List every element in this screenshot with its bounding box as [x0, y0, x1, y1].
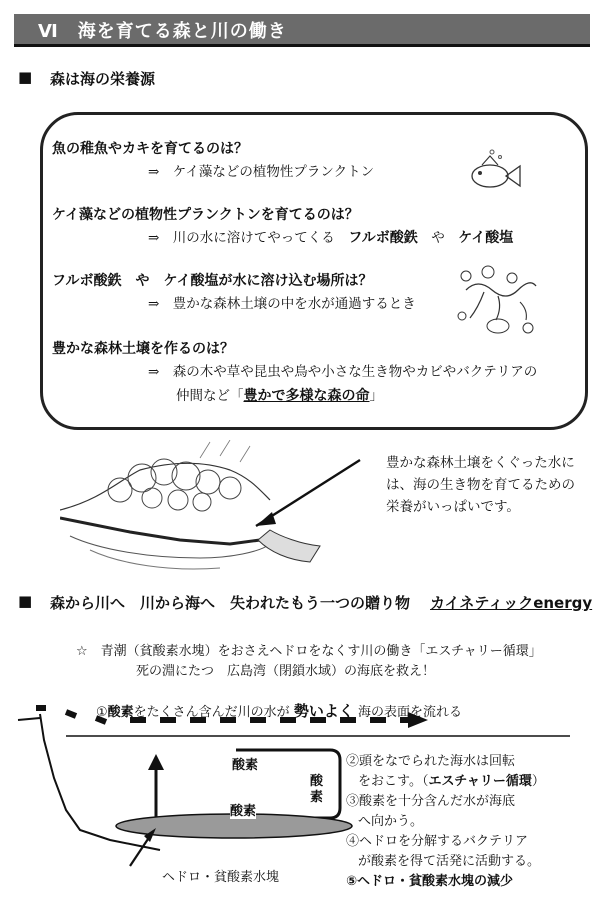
forest-caption: 豊かな森林土壌をくぐった水には、海の生き物を育てるための栄養がいっぱいです。 [386, 455, 575, 515]
note-2a: ②頭をなでられた海水は回転 [346, 754, 516, 769]
question-4: 豊かな森林土壌を作るのは？ [52, 341, 234, 357]
question-2: ケイ藻などの植物性プランクトンを育てるのは？ [52, 207, 359, 223]
page-title: Ⅵ 海を育てる森と川の働き [38, 21, 287, 42]
flow-caption: ①酸素をたくさん含んだ川の水が 勢いよく 海の表面を流れる [96, 702, 462, 720]
forest-illustration [60, 440, 380, 580]
plankton-icon [454, 262, 540, 342]
oxygen-label-1: 酸素 [232, 754, 258, 773]
answer-4-line1: ⇒ 森の木や草や昆虫や鳥や小さな生き物やカビやバクテリアの [148, 364, 538, 380]
note-5: ⑤ヘドロ・貧酸素水塊の減少 [346, 874, 514, 889]
diagram-notes [346, 752, 545, 892]
section1-title: 森は海の栄養源 [50, 70, 156, 88]
oxygen-label-2: 酸素 [230, 800, 256, 819]
note-3a: ③酸素を十分含んだ水が海底 [346, 794, 516, 809]
note-3b: へ向かう。 [358, 814, 424, 829]
answer-1: ⇒ ケイ藻などの植物性プランクトン [148, 164, 375, 180]
question-1: 魚の稚魚やカキを育てるのは？ [52, 141, 248, 157]
sludge-label: ヘドロ・貧酸素水塊 [162, 870, 280, 885]
note-4b: が酸素を得て活発に活動する。 [358, 854, 541, 869]
fish-icon [462, 148, 522, 194]
question-3: フルボ酸鉄 や ケイ酸塩が水に溶け込む場所は？ [52, 273, 373, 289]
section2-bullet: ■ [18, 592, 33, 610]
oxygen-label-3: 酸素 [310, 774, 326, 806]
section2-title: 森から川へ 川から海へ 失われたもう一つの贈り物 [50, 594, 411, 612]
section1-bullet: ■ [18, 68, 33, 86]
answer-3: ⇒ 豊かな森林土壌の中を水が通過するとき [148, 296, 416, 312]
answer-2: ⇒ 川の水に溶けてやってくる フルボ酸鉄 や ケイ酸塩 [148, 230, 514, 246]
answer-4-line2: 仲間など「豊かで多様な森の命」 [176, 388, 383, 404]
star-line-1: ☆ 青潮（貧酸素水塊）をおさえヘドロをなくす川の働き「エスチャリー循環」 [76, 644, 542, 659]
star-line-2: 死の淵にたつ 広島湾（閉鎖水域）の海底を救え！ [136, 664, 436, 679]
section2-link: カイネティックenergy [430, 594, 593, 612]
note-4a: ④ヘドロを分解するバクテリア [346, 834, 529, 849]
note-2b: をおこす。（エスチャリー循環） [358, 774, 545, 789]
